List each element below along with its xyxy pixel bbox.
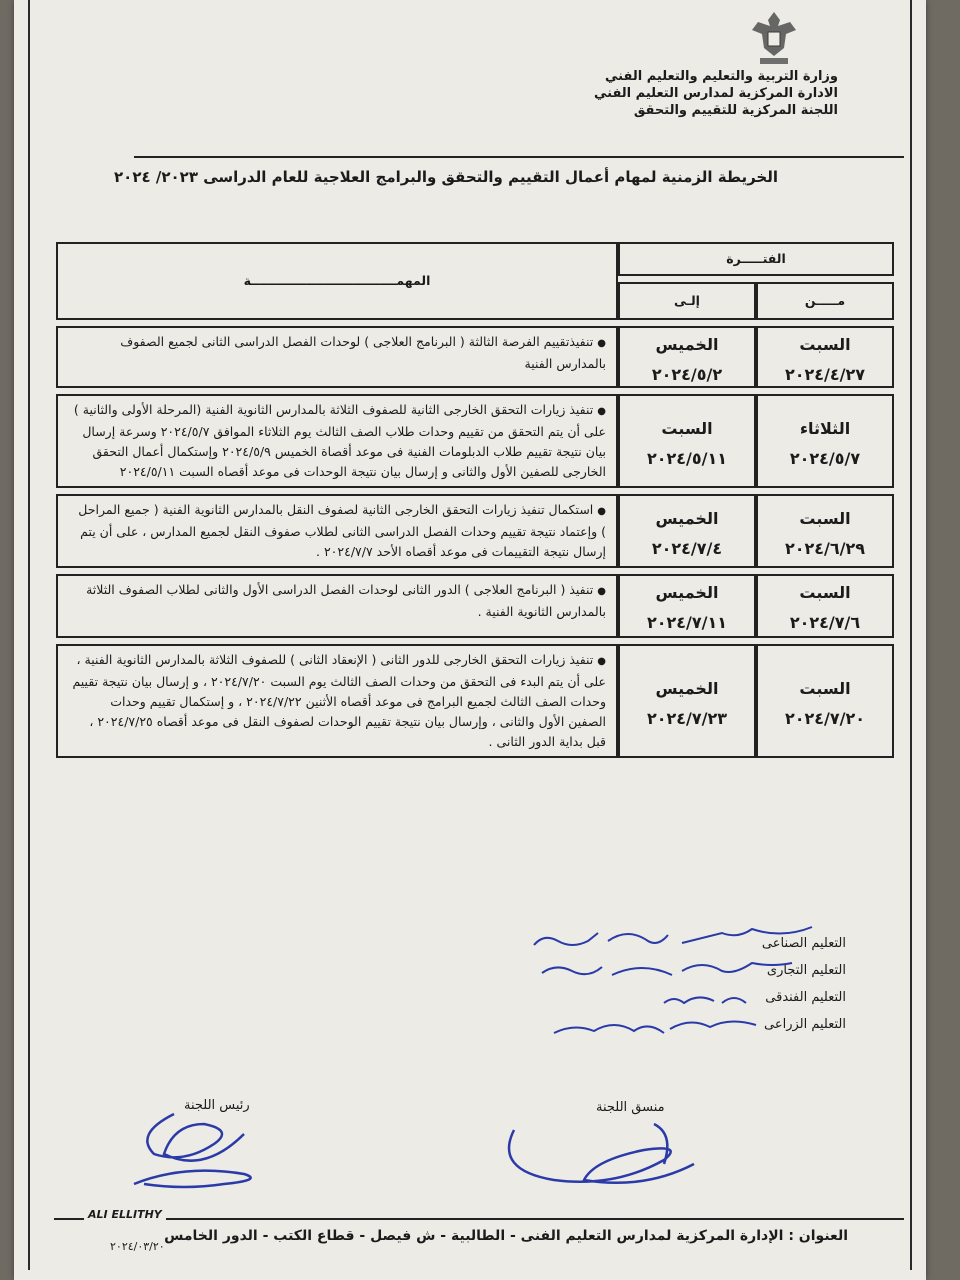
footer-separator [54,1218,904,1220]
eagle-emblem-icon [744,8,804,68]
office-agricultural: التعليم الزراعى [763,1017,846,1032]
bullet-icon: ● [597,406,606,417]
from-date: ٢٠٢٤/٦/٢٩ [784,539,866,558]
to-day: الخميس [655,583,719,602]
from-date: ٢٠٢٤/٥/٧ [789,449,861,468]
coordinator-label: منسق اللجنة [596,1100,665,1115]
from-day: الثلاثاء [799,419,851,438]
from-cell [756,644,894,758]
to-cell [618,494,756,568]
from-date: ٢٠٢٤/٧/٢٠ [784,709,866,728]
handwritten-approvals [514,925,844,1065]
to-date: ٢٠٢٤/٧/١١ [646,613,728,632]
to-cell [618,574,756,638]
from-day: السبت [799,335,851,354]
bullet-icon: ● [597,506,606,517]
from-cell [756,394,894,488]
office-commercial: التعليم التجارى [766,963,846,978]
bullet-icon: ● [597,338,606,349]
task-cell [56,326,618,388]
ministry-header [594,68,838,119]
bullet-icon: ● [597,656,606,667]
task-cell [56,574,618,638]
document-title: الخريطة الزمنية لمهام أعمال التقييم والتحقق والبرامج العلاجية للعام الدراسى ٢٠٢٣/ ٢٠٢٤ [114,168,778,186]
schedule-table [56,236,894,764]
bullet-icon: ● [597,586,606,597]
from-date: ٢٠٢٤/٤/٢٧ [784,365,866,384]
task-text: استكمال تنفيذ زيارات التحقق الخارجى الثانية لصفوف النقل بالمدارس الثانوية الفنية ( جميع المراحل ) وإعتماد نتيجة تقييم وحدات الفصل الدراسى الثانى لطلاب صفوف النقل لجميع المدارس ، على أن يتم إرسال نتيجة التقييمات فى موعد أقصاه الأحد ٢٠٢٤/٧/٧ . [78,502,606,559]
table-row [56,644,894,758]
task-cell [56,394,618,488]
from-day: السبت [799,509,851,528]
from-header: مـــــن [756,282,894,320]
table-header-row [56,242,894,276]
to-cell [618,326,756,388]
signatory-name: ALI ELLITHY [84,1208,166,1221]
document-page [14,0,926,1280]
task-text: تنفيذ زيارات التحقق الخارجى للدور الثانى ( الإنعقاد الثانى ) للصفوف الثلاثة بالمدارس الثانوية الفنية ، على أن يتم البدء فى التحقق من وحدات الصف الثالث يوم السبت ٢٠٢٤/٧/٢٠ ، و إرسال بيان نتيجة تقييم وحدات الصف الثالث لجميع البرامج فى موعد أقصاه الأثنين ٢٠٢٤/٧/٢٢ ، و إستكمال تقييم وحدات الصفين الأول والثانى ، وإرسال بيان نتيجة تقييم الوحدات لصفوف النقل فى موعد أقصاه ٢٠٢٤/٧/٢٥ ، قبل بداية الدور الثانى . [72,652,606,749]
from-cell [756,494,894,568]
task-cell [56,494,618,568]
central-admin-name: الادارة المركزية لمدارس التعليم الفني [593,86,838,101]
task-header: المهمــــــــــــــــــــــــــــــــــة [56,242,618,320]
footer-address: العنوان : الإدارة المركزية لمدارس التعليم الفنى - الطالبية - ش فيصل - قطاع الكتب - الدور الخامس [164,1228,848,1244]
from-day: السبت [799,679,851,698]
from-cell [756,574,894,638]
from-cell [756,326,894,388]
table-row [56,326,894,388]
to-day: السبت [661,419,713,438]
to-date: ٢٠٢٤/٧/٤ [651,539,723,558]
task-text: تنفيذتقييم الفرصة الثالثة ( البرنامج العلاجى ) لوحدات الفصل الدراسى الثانى لجميع الصفوف بالمدارس الفنية [120,334,606,371]
office-industrial: التعليم الصناعى [761,936,846,951]
to-day: الخميس [655,509,719,528]
to-date: ٢٠٢٤/٥/٢ [651,365,723,384]
to-cell [618,394,756,488]
ministry-name: وزارة التربية والتعليم والتعليم الفني [605,69,838,84]
task-text: تنفيذ ( البرنامج العلاجى ) الدور الثانى لوحدات الفصل الدراسى الأول والثانى لطلاب الصفوف الثلاثة بالمدارس الثانوية الفنية . [86,582,606,619]
to-cell [618,644,756,758]
coordinator-signature [494,1110,714,1200]
period-header: الفتـــــرة [618,242,894,276]
header-separator [134,156,904,158]
footer-date: ٢٠٢٤/٠٣/٢٠ [110,1240,165,1253]
to-header: إلـى [618,282,756,320]
to-date: ٢٠٢٤/٥/١١ [646,449,728,468]
from-date: ٢٠٢٤/٧/٦ [789,613,861,632]
table-row [56,494,894,568]
table-row [56,574,894,638]
head-signature [84,1100,284,1210]
head-label: رئيس اللجنة [184,1098,250,1113]
from-day: السبت [799,583,851,602]
committee-name: اللجنة المركزية للتقييم والتحقق [633,103,838,118]
to-date: ٢٠٢٤/٧/٢٣ [646,709,728,728]
table-row [56,394,894,488]
task-cell [56,644,618,758]
office-hotel: التعليم الفندقى [765,990,846,1005]
to-day: الخميس [655,679,719,698]
task-text: تنفيذ زيارات التحقق الخارجى الثانية للصفوف الثلاثة بالمدارس الثانوية الفنية (المرحلة الأولى والثانية ) على أن يتم التحقق من تقييم وحدات طلاب الصف الثالث يوم الثلاثاء الموافق ٢٠٢٤/٥/٧ وسرعة إرسال بيان نتيجة تقييم طلاب الدبلومات الفنية فى موعد أقصاة الخميس ٢٠٢٤/٥/٩ وإستكمال أعمال التحقق الخارجى للصفين الأول والثانى و إرسال بيان نتيجة الوحدات فى موعد أقصاه السبت ٢٠٢٤/٥/١١ [73,402,606,479]
to-day: الخميس [655,335,719,354]
